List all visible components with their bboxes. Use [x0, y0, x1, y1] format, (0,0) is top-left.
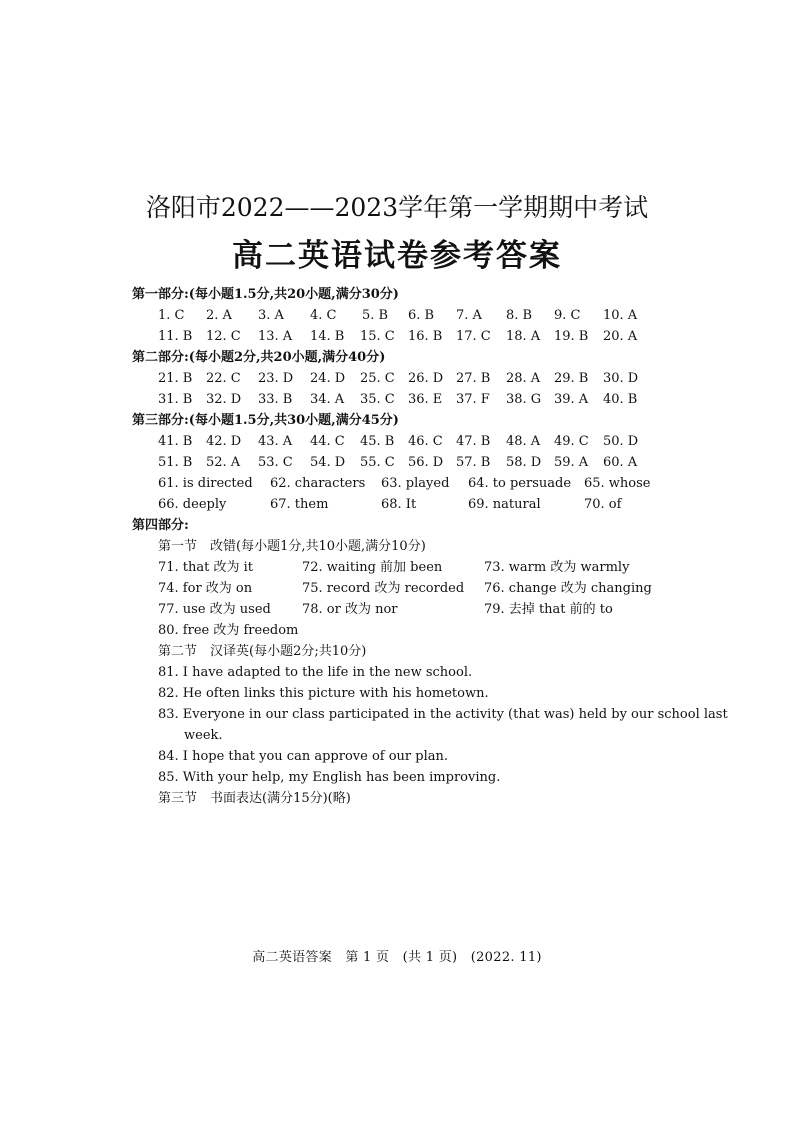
answer-item: 31. B: [158, 392, 193, 407]
answer-item: 39. A: [554, 392, 589, 407]
answer-item: 76. change 改为 changing: [484, 581, 652, 596]
answer-item: 19. B: [554, 329, 589, 344]
answer-item: 22. C: [206, 371, 241, 386]
answer-item: 21. B: [158, 371, 193, 386]
answer-item: 66. deeply: [158, 497, 227, 512]
answer-item: 35. C: [360, 392, 395, 407]
answer-item: 53. C: [258, 455, 293, 470]
answer-item: 49. C: [554, 434, 589, 449]
answer-item: 62. characters: [270, 476, 366, 491]
answer-item: 48. A: [506, 434, 541, 449]
answer-item: 38. G: [506, 392, 542, 407]
answer-item: 75. record 改为 recorded: [302, 581, 465, 596]
exam-title: 洛阳市2022——2023学年第一学期期中考试: [145, 193, 649, 222]
answer-item: 29. B: [554, 371, 589, 386]
answer-item: 28. A: [506, 371, 541, 386]
answer-item: 70. of: [584, 497, 622, 512]
answer-item: 65. whose: [584, 476, 651, 491]
answer-item: 43. A: [258, 434, 293, 449]
answer-item: 24. D: [310, 371, 346, 386]
answer-item: 71. that 改为 it: [158, 560, 254, 575]
answer-item: 67. them: [270, 497, 329, 512]
translation-item: 84. I hope that you can approve of our plan.: [158, 749, 448, 764]
answer-item: 10. A: [603, 308, 638, 323]
answer-item: 2. A: [206, 308, 232, 323]
answer-item: 4. C: [310, 308, 337, 323]
answer-item: 69. natural: [468, 497, 541, 512]
answer-item: 68. It: [381, 497, 417, 512]
answer-item: 14. B: [310, 329, 345, 344]
answer-item: 15. C: [360, 329, 395, 344]
answer-item: 23. D: [258, 371, 294, 386]
translation-item: 81. I have adapted to the life in the new school.: [158, 665, 473, 680]
part1-title: 第一部分:(每小题1.5分,共20小题,满分30分): [132, 287, 399, 302]
answer-item: 51. B: [158, 455, 193, 470]
answer-item: 41. B: [158, 434, 193, 449]
translation-item: 82. He often links this picture with his hometown.: [158, 686, 489, 701]
answer-item: 56. D: [408, 455, 444, 470]
answer-item: 32. D: [206, 392, 242, 407]
answer-item: 40. B: [603, 392, 638, 407]
answer-item: 17. C: [456, 329, 491, 344]
answer-item: 52. A: [206, 455, 241, 470]
answer-item: 7. A: [456, 308, 482, 323]
answer-item: 58. D: [506, 455, 542, 470]
answer-item: 79. 去掉 that 前的 to: [484, 602, 613, 617]
part4-section3-title: 第三节 书面表达(满分15分)(略): [158, 791, 351, 806]
answer-item: 36. E: [408, 392, 443, 407]
answer-item: 46. C: [408, 434, 443, 449]
answer-item: 33. B: [258, 392, 293, 407]
answer-item: 1. C: [158, 308, 185, 323]
answer-item: 18. A: [506, 329, 541, 344]
answer-item: 30. D: [603, 371, 639, 386]
answer-item: 6. B: [408, 308, 435, 323]
answer-item: 77. use 改为 used: [158, 602, 271, 617]
answer-key-title: 高二英语试卷参考答案: [232, 238, 562, 274]
answer-item: 59. A: [554, 455, 589, 470]
translation-item-continuation: week.: [184, 728, 223, 743]
answer-item: 78. or 改为 nor: [302, 602, 398, 617]
page-footer: 高二英语答案 第 1 页 (共 1 页) (2022. 11): [252, 950, 542, 965]
answer-item: 26. D: [408, 371, 444, 386]
answer-item: 61. is directed: [158, 476, 253, 491]
answer-item: 57. B: [456, 455, 491, 470]
answer-item: 54. D: [310, 455, 346, 470]
answer-item: 16. B: [408, 329, 443, 344]
translation-item: 83. Everyone in our class participated in the activity (that was) held by our school last: [158, 707, 728, 722]
answer-item: 11. B: [158, 329, 193, 344]
answer-item: 55. C: [360, 455, 395, 470]
part2-title: 第二部分:(每小题2分,共20小题,满分40分): [132, 350, 386, 365]
answer-item: 47. B: [456, 434, 491, 449]
translation-item: 85. With your help, my English has been improving.: [158, 770, 501, 785]
answer-item: 20. A: [603, 329, 638, 344]
answer-item: 50. D: [603, 434, 639, 449]
part3-title: 第三部分:(每小题1.5分,共30小题,满分45分): [132, 413, 399, 428]
part4-title: 第四部分:: [132, 518, 189, 533]
answer-item: 60. A: [603, 455, 638, 470]
answer-item: 42. D: [206, 434, 242, 449]
answer-item: 37. F: [456, 392, 490, 407]
answer-item: 45. B: [360, 434, 395, 449]
answer-item: 34. A: [310, 392, 345, 407]
answer-item: 72. waiting 前加 been: [302, 560, 443, 575]
answer-item: 13. A: [258, 329, 293, 344]
answer-item: 25. C: [360, 371, 395, 386]
answer-item: 44. C: [310, 434, 345, 449]
answer-item: 9. C: [554, 308, 581, 323]
answer-item: 63. played: [381, 476, 450, 491]
answer-item: 8. B: [506, 308, 533, 323]
answer-item: 27. B: [456, 371, 491, 386]
part4-section1-title: 第一节 改错(每小题1分,共10小题,满分10分): [158, 539, 426, 554]
part4-section2-title: 第二节 汉译英(每小题2分;共10分): [158, 644, 367, 659]
answer-item: 12. C: [206, 329, 241, 344]
answer-item: 5. B: [362, 308, 389, 323]
answer-item: 3. A: [258, 308, 284, 323]
answer-item: 73. warm 改为 warmly: [484, 560, 630, 575]
answer-item: 64. to persuade: [468, 476, 572, 491]
answer-item: 74. for 改为 on: [158, 581, 253, 596]
answer-item: 80. free 改为 freedom: [158, 623, 299, 638]
